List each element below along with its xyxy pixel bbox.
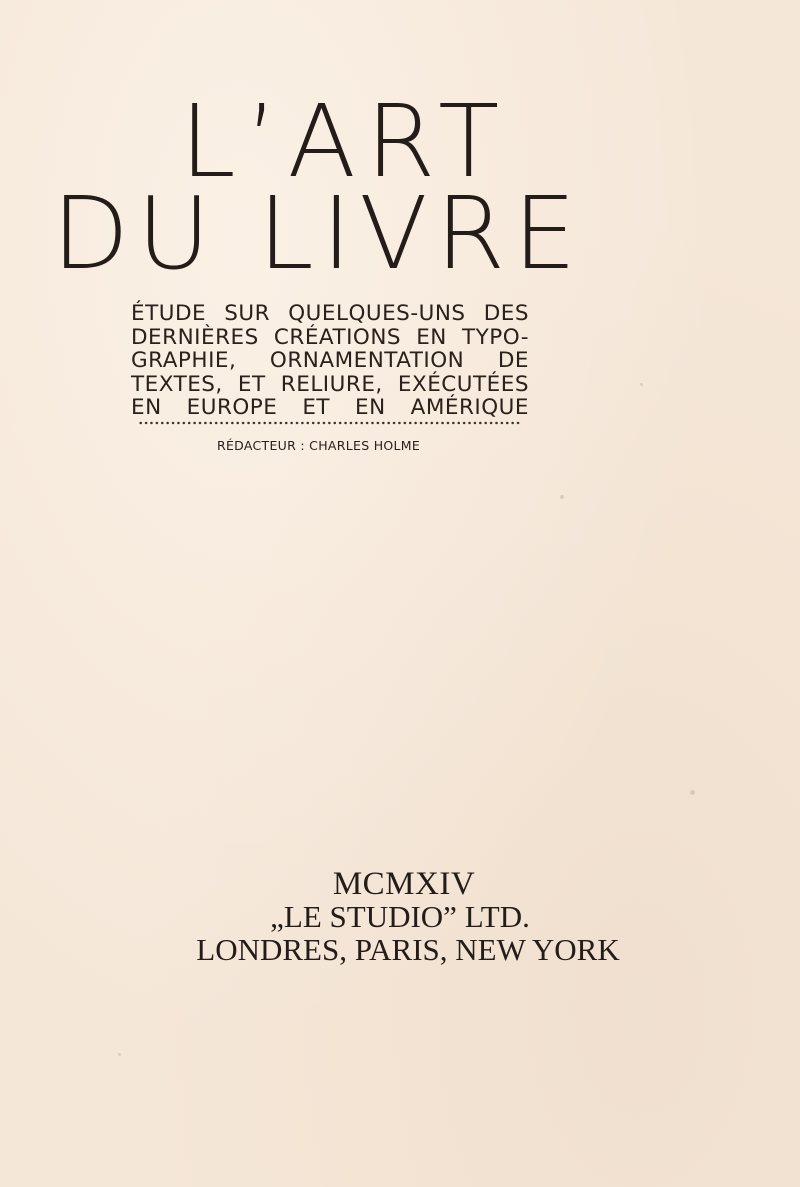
subtitle-line: DERNIÈRES CRÉATIONS EN TYPO- bbox=[131, 324, 529, 350]
imprint-publisher: „LE STUDIO” LTD. bbox=[270, 899, 530, 934]
dotted-rule bbox=[138, 421, 522, 425]
title-line-2: DU LIVRE bbox=[52, 175, 585, 292]
subtitle-block bbox=[131, 302, 529, 420]
subtitle-line: TEXTES, ET RELIURE, EXÉCUTÉES bbox=[131, 371, 529, 397]
subtitle-line: ÉTUDE SUR QUELQUES-UNS DES bbox=[131, 301, 529, 326]
subtitle-line: EN EUROPE ET EN AMÉRIQUE bbox=[131, 395, 529, 420]
imprint-cities: LONDRES, PARIS, NEW YORK bbox=[196, 932, 620, 967]
title-line-1: L’ART bbox=[180, 83, 510, 200]
subtitle-line: GRAPHIE, ORNAMENTATION DE bbox=[131, 348, 529, 373]
paper-speck bbox=[560, 495, 564, 499]
paper-speck bbox=[690, 790, 695, 795]
editor-credit: RÉDACTEUR : CHARLES HOLME bbox=[217, 438, 421, 453]
paper-speck bbox=[118, 1053, 121, 1056]
imprint-year: MCMXIV bbox=[332, 866, 476, 902]
paper-speck bbox=[640, 383, 643, 386]
